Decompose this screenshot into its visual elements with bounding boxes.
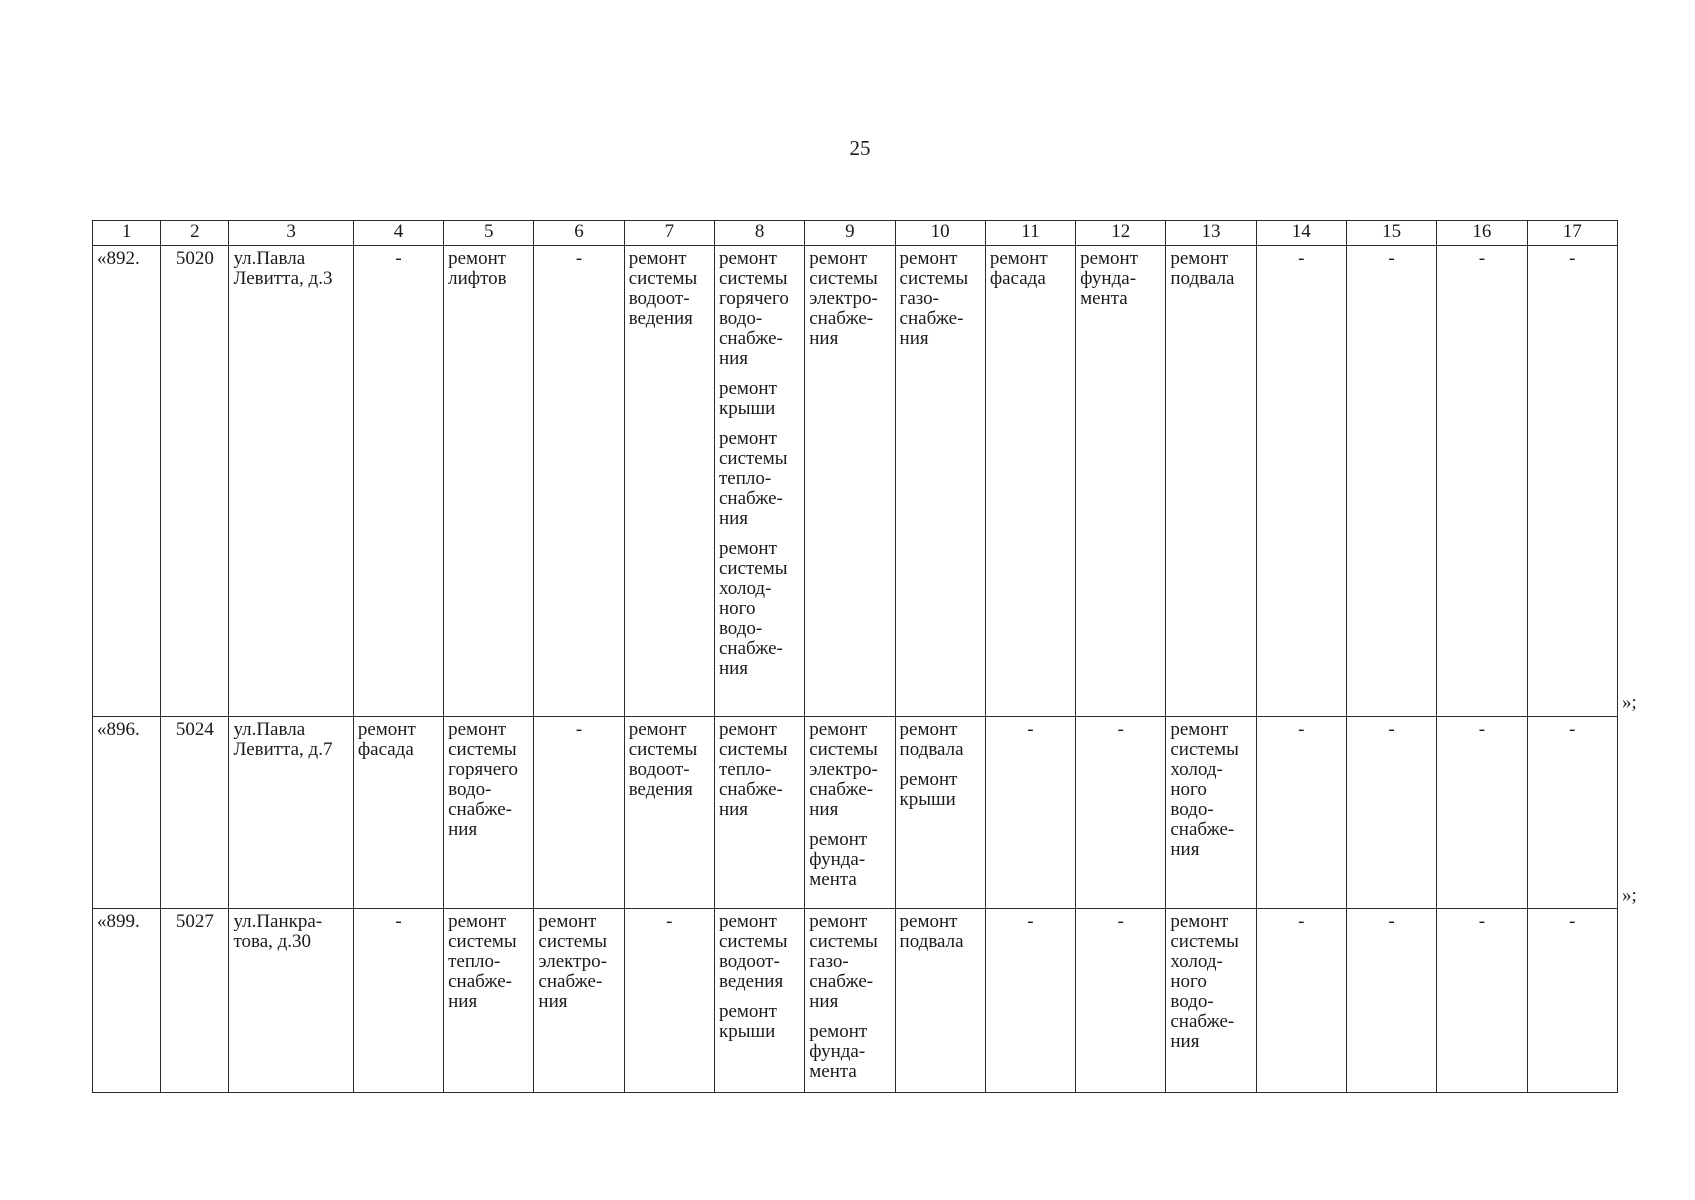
row-number: «892. xyxy=(93,246,161,717)
repair-cell xyxy=(444,246,534,717)
repair-cell xyxy=(534,717,624,909)
repair-work-item: ремонт крыши xyxy=(718,1001,777,1042)
repair-work-item: ремонт системы электро- снабже- ния xyxy=(809,248,878,349)
column-header: 2 xyxy=(161,221,229,246)
repair-work-item: ремонт подвала xyxy=(1170,248,1235,289)
repair-cell xyxy=(1437,909,1527,1093)
empty-dash: - xyxy=(1569,248,1576,269)
empty-dash: - xyxy=(1478,719,1486,740)
empty-dash: - xyxy=(1388,719,1395,740)
repair-cell xyxy=(624,717,714,909)
column-header: 15 xyxy=(1346,221,1436,246)
repair-work-item: ремонт системы электро- снабже- ния xyxy=(809,719,878,820)
repair-cell xyxy=(1527,246,1618,717)
repair-cell xyxy=(1256,246,1346,717)
empty-dash: - xyxy=(1298,911,1305,932)
repair-cell xyxy=(534,909,624,1093)
repair-work-item: ремонт системы водоот- ведения xyxy=(628,719,698,800)
closing-quote: »; xyxy=(1622,885,1637,906)
repair-work-item: ремонт системы тепло- снабже- ния xyxy=(448,911,517,1012)
repair-cell xyxy=(895,717,985,909)
repair-work-item: ремонт фунда- мента xyxy=(1080,248,1139,309)
empty-dash: - xyxy=(1478,911,1486,932)
building-code: 5024 xyxy=(161,717,229,909)
repair-work-item: ремонт системы электро- снабже- ния xyxy=(538,911,607,1012)
column-header: 7 xyxy=(624,221,714,246)
repair-cell xyxy=(1166,717,1256,909)
repair-cell xyxy=(1527,909,1618,1093)
row-number: «896. xyxy=(93,717,161,909)
column-header: 14 xyxy=(1256,221,1346,246)
repair-cell xyxy=(1256,717,1346,909)
repair-cell xyxy=(1346,909,1436,1093)
repair-cell xyxy=(895,246,985,717)
table-row xyxy=(93,909,1618,1093)
column-header: 3 xyxy=(229,221,353,246)
column-header: 10 xyxy=(895,221,985,246)
repair-work-item: ремонт фунда- мента xyxy=(809,1021,868,1082)
column-header: 4 xyxy=(353,221,443,246)
repair-work-item: ремонт системы холод- ного водо- снабже- ния xyxy=(1170,911,1239,1052)
empty-dash: - xyxy=(1117,911,1124,932)
column-header: 12 xyxy=(1076,221,1166,246)
repair-work-item: ремонт системы горячего водо- снабже- ния xyxy=(448,719,518,840)
building-address: ул.Павла Левитта, д.3 xyxy=(229,246,353,717)
repair-work-item: ремонт фунда- мента xyxy=(809,829,868,890)
table-row xyxy=(93,717,1618,909)
repair-cell xyxy=(353,717,443,909)
repair-cell xyxy=(805,246,895,717)
repair-cell xyxy=(534,246,624,717)
row-number: «899. xyxy=(93,909,161,1093)
repair-cell xyxy=(1166,909,1256,1093)
column-header: 17 xyxy=(1527,221,1618,246)
column-header: 13 xyxy=(1166,221,1256,246)
column-header: 11 xyxy=(985,221,1075,246)
empty-dash: - xyxy=(1388,911,1395,932)
repair-cell xyxy=(444,909,534,1093)
empty-dash: - xyxy=(1117,719,1124,740)
building-code: 5020 xyxy=(161,246,229,717)
repair-cell xyxy=(985,246,1075,717)
empty-dash: - xyxy=(1298,248,1305,269)
repair-cell xyxy=(1346,246,1436,717)
building-address: ул.Панкра- това, д.30 xyxy=(229,909,353,1093)
repair-cell xyxy=(1076,909,1166,1093)
repair-cell xyxy=(1166,246,1256,717)
repair-work-item: ремонт крыши xyxy=(899,769,958,810)
repair-cell xyxy=(895,909,985,1093)
repair-cell xyxy=(1437,246,1527,717)
repair-work-item: ремонт системы водоот- ведения xyxy=(628,248,698,329)
repair-cell xyxy=(714,717,804,909)
repair-work-item: ремонт подвала xyxy=(899,719,964,760)
empty-dash: - xyxy=(1027,719,1034,740)
page-number: 25 xyxy=(849,136,871,160)
repair-cell xyxy=(1076,717,1166,909)
repair-cell xyxy=(1346,717,1436,909)
repair-cell xyxy=(353,909,443,1093)
empty-dash: - xyxy=(1298,719,1305,740)
repair-cell xyxy=(805,717,895,909)
repair-cell xyxy=(1256,909,1346,1093)
building-code: 5027 xyxy=(161,909,229,1093)
repair-cell xyxy=(985,717,1075,909)
repair-work-item: ремонт системы тепло- снабже- ния xyxy=(718,719,788,820)
repair-work-item: ремонт системы водоот- ведения xyxy=(718,911,788,992)
repair-cell xyxy=(1527,717,1618,909)
empty-dash: - xyxy=(1569,911,1576,932)
repair-work-item: ремонт системы газо- снабже- ния xyxy=(899,248,969,349)
empty-dash: - xyxy=(395,911,402,932)
repair-work-item: ремонт фасада xyxy=(989,248,1048,289)
repair-cell xyxy=(714,909,804,1093)
column-header: 8 xyxy=(714,221,804,246)
repair-work-item: ремонт системы холод- ного водо- снабже- ния xyxy=(718,538,788,679)
column-header: 6 xyxy=(534,221,624,246)
empty-dash: - xyxy=(1478,248,1486,269)
empty-dash: - xyxy=(575,719,583,740)
repair-cell xyxy=(624,246,714,717)
column-header: 9 xyxy=(805,221,895,246)
repair-cell xyxy=(805,909,895,1093)
repair-cell xyxy=(444,717,534,909)
repair-cell xyxy=(353,246,443,717)
empty-dash: - xyxy=(1388,248,1395,269)
repair-cell xyxy=(985,909,1075,1093)
repair-work-item: ремонт фасада xyxy=(357,719,416,760)
repair-cell xyxy=(1076,246,1166,717)
repair-work-item: ремонт системы холод- ного водо- снабже- ния xyxy=(1170,719,1239,860)
empty-dash: - xyxy=(575,248,583,269)
header-row xyxy=(93,221,1618,246)
repair-work-item: ремонт подвала xyxy=(899,911,964,952)
column-header: 5 xyxy=(444,221,534,246)
column-header: 16 xyxy=(1437,221,1527,246)
repair-work-item: ремонт крыши xyxy=(718,378,777,419)
repair-work-item: ремонт системы газо- снабже- ния xyxy=(809,911,878,1012)
column-header: 1 xyxy=(93,221,161,246)
empty-dash: - xyxy=(666,911,673,932)
building-address: ул.Павла Левитта, д.7 xyxy=(229,717,353,909)
repair-schedule-table xyxy=(92,220,1618,1093)
repair-cell xyxy=(714,246,804,717)
empty-dash: - xyxy=(1569,719,1576,740)
closing-quote: »; xyxy=(1622,692,1637,713)
table-row xyxy=(93,246,1618,717)
repair-work-item: ремонт лифтов xyxy=(448,248,507,289)
repair-cell xyxy=(1437,717,1527,909)
empty-dash: - xyxy=(1027,911,1034,932)
repair-work-item: ремонт системы горячего водо- снабже- ния xyxy=(718,248,789,369)
repair-cell xyxy=(624,909,714,1093)
empty-dash: - xyxy=(395,248,402,269)
repair-work-item: ремонт системы тепло- снабже- ния xyxy=(718,428,788,529)
